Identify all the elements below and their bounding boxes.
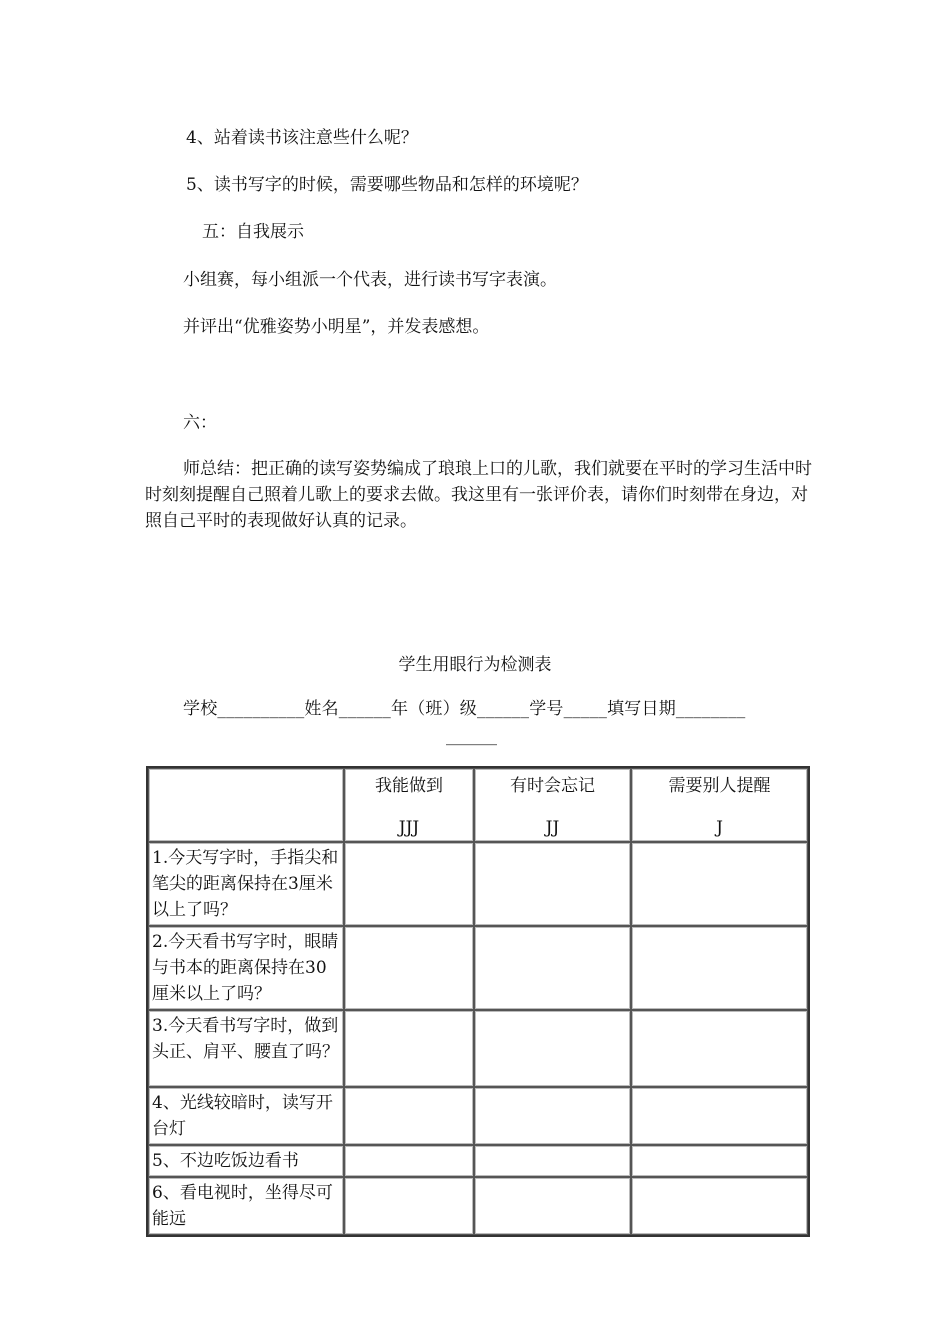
answer-cell[interactable]	[631, 1087, 808, 1145]
answer-cell[interactable]	[474, 1087, 631, 1145]
answer-cell[interactable]	[474, 926, 631, 1010]
header-mark: JJJ	[398, 818, 420, 838]
answer-cell[interactable]	[631, 926, 808, 1010]
section-6-heading: 六：	[183, 413, 217, 433]
form-title: 学生用眼行为检测表	[398, 655, 552, 675]
row-question: 3.今天看书写字时，做到头正、肩平、腰直了吗？	[148, 1010, 344, 1087]
row-question: 5、不边吃饭边看书	[148, 1145, 344, 1177]
table-header-row	[148, 768, 808, 842]
answer-cell[interactable]	[474, 1010, 631, 1087]
section-5-heading: 五：自我展示	[202, 222, 304, 242]
teacher-summary: 师总结：把正确的读写姿势编成了琅琅上口的儿歌，我们就要在平时的学习生活中时时刻刻提醒自己照着儿歌上的要求去做。我这里有一张评价表，请你们时刻带在身边，对照自己平时的表现做好认真的记录。	[145, 459, 812, 531]
section-5-line-1: 小组赛，每小组派一个代表，进行读书写字表演。	[183, 270, 557, 290]
form-fields-line-2: ______	[446, 726, 497, 746]
answer-cell[interactable]	[474, 1177, 631, 1235]
header-blank-cell	[148, 768, 344, 842]
header-mark: JJ	[545, 818, 560, 838]
row-question: 4、光线较暗时，读写开台灯	[148, 1087, 344, 1145]
answer-cell[interactable]	[344, 1010, 474, 1087]
table-row	[148, 926, 808, 1010]
header-label: 我能做到	[375, 776, 443, 796]
question-5: 5、读书写字的时候，需要哪些物品和怎样的环境呢？	[186, 175, 588, 195]
header-label: 有时会忘记	[510, 776, 595, 796]
answer-cell[interactable]	[474, 1145, 631, 1177]
table-row	[148, 1145, 808, 1177]
answer-cell[interactable]	[631, 842, 808, 926]
row-question: 1.今天写字时，手指尖和笔尖的距离保持在3厘米以上了吗？	[148, 842, 344, 926]
header-col-can-do	[344, 768, 474, 842]
question-4: 4、站着读书该注意些什么呢？	[186, 128, 418, 148]
answer-cell[interactable]	[344, 1145, 474, 1177]
header-label: 需要别人提醒	[668, 776, 771, 796]
table-row	[148, 1087, 808, 1145]
header-col-need-reminder	[631, 768, 808, 842]
answer-cell[interactable]	[344, 926, 474, 1010]
table-row	[148, 1177, 808, 1235]
header-col-sometimes-forget	[474, 768, 631, 842]
row-question: 6、看电视时，坐得尽可能远	[148, 1177, 344, 1235]
header-mark: J	[716, 818, 723, 838]
form-fields-line-1: 学校__________姓名______年（班）级______学号_____填写日期________	[183, 699, 746, 719]
answer-cell[interactable]	[344, 1177, 474, 1235]
table-row	[148, 842, 808, 926]
row-question: 2.今天看书写字时，眼睛与书本的距离保持在30厘米以上了吗？	[148, 926, 344, 1010]
section-5-line-2: 并评出“优雅姿势小明星”，并发表感想。	[183, 317, 490, 337]
answer-cell[interactable]	[344, 842, 474, 926]
answer-cell[interactable]	[631, 1010, 808, 1087]
table-row	[148, 1010, 808, 1087]
answer-cell[interactable]	[344, 1087, 474, 1145]
answer-cell[interactable]	[474, 842, 631, 926]
answer-cell[interactable]	[631, 1145, 808, 1177]
eye-behavior-table	[146, 766, 810, 1237]
answer-cell[interactable]	[631, 1177, 808, 1235]
